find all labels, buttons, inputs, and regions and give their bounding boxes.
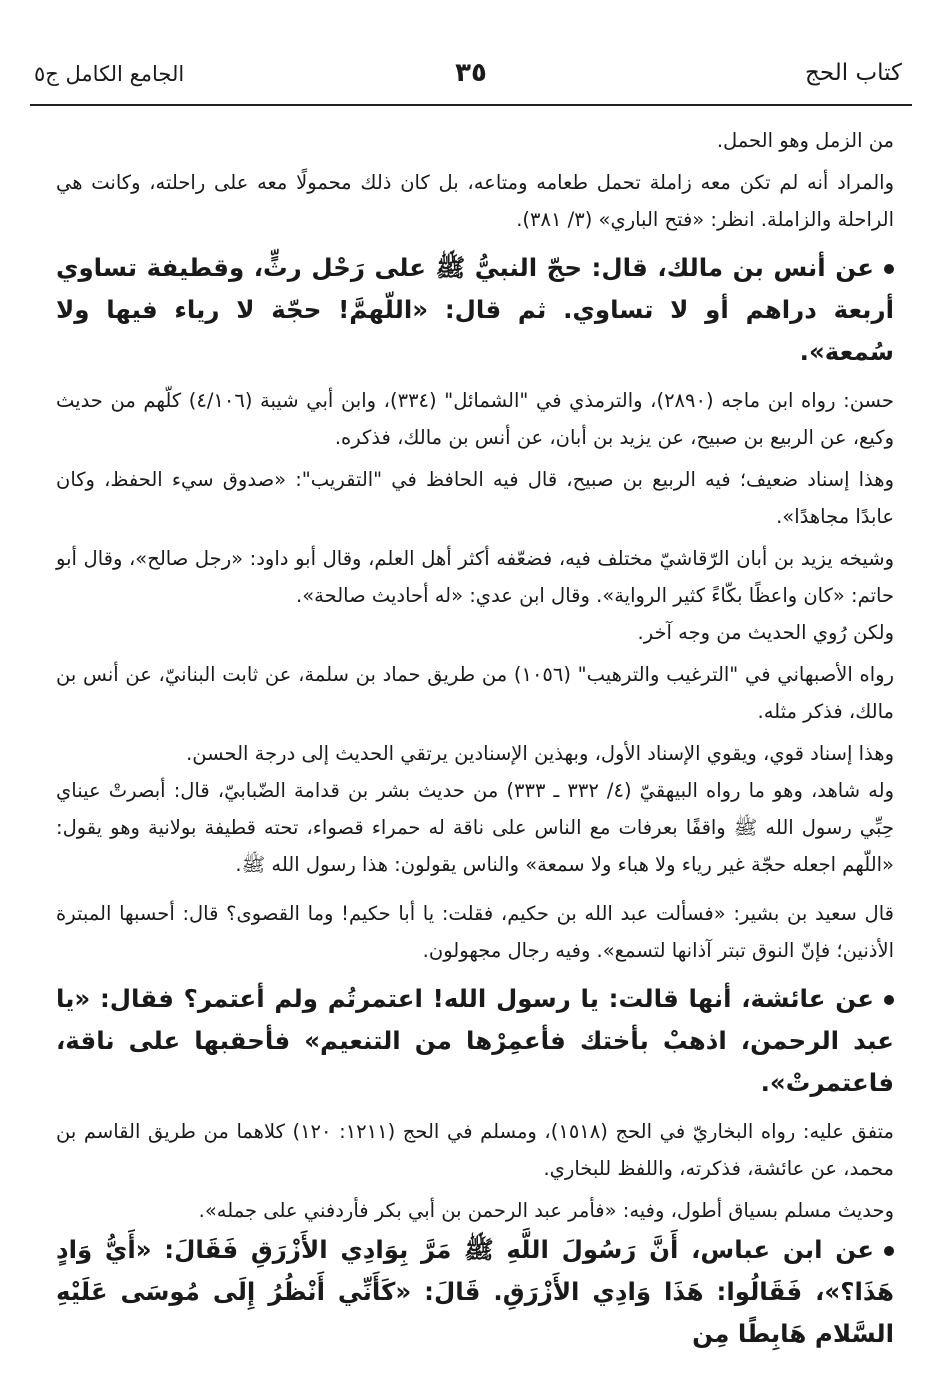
- commentary-paragraph: من الزمل وهو الحمل.: [716, 129, 894, 152]
- commentary-paragraph: وهذا إسناد قوي، ويقوي الإسناد الأول، وبهذين الإسنادين يرتقي الحديث إلى درجة الحسن.: [186, 742, 894, 765]
- commentary-paragraph: والمراد أنه لم تكن معه زاملة تحمل طعامه ومتاعه، بل كان ذلك محمولًا معه على راحلته، وكانت هي الراحلة والزاملة. انظر: «فتح الباري» (٣/ ٣٨١).: [56, 171, 894, 231]
- commentary-paragraph: قال سعيد بن بشير: «فسألت عبد الله بن حكيم، فقلت: يا أبا حكيم! وما القصوى؟ قال: أحسبها المبترة الأذنين؛ فإنّ النوق تبتر آذانها لتسمع». وفيه رجال مجهولون.: [56, 902, 894, 962]
- header-divider: [30, 104, 912, 106]
- header-book-section: كتاب الحج: [805, 60, 902, 86]
- commentary-paragraph: وحديث مسلم بسياق أطول، وفيه: «فأمر عبد الرحمن بن أبي بكر فأردفني على جمله».: [198, 1199, 894, 1222]
- header-book-volume: الجامع الكامل ج٥: [34, 62, 185, 86]
- hadith-text: عن أنس بن مالك، قال: حجّ النبيُّ ﷺ على رَحْل رثٍّ، وقطيفة تساوي أربعة دراهم أو لا تساوي. ثم قال: «اللّهمَّ! حجّة لا رياء فيها ولا سُمعة».: [56, 253, 894, 366]
- hadith-paragraph: [56, 978, 894, 1104]
- commentary-paragraph: حسن: رواه ابن ماجه (٢٨٩٠)، والترمذي في "الشمائل" (٣٣٤)، وابن أبي شيبة (٤/١٠٦) كلّهم من حديث وكيع، عن الربيع بن صبيح، عن يزيد بن أبان، عن أنس بن مالك، فذكره.: [56, 389, 894, 449]
- commentary-paragraph: وهذا إسناد ضعيف؛ فيه الربيع بن صبيح، قال فيه الحافظ في "التقريب": «صدوق سيء الحفظ، وكان عابدًا مجاهدًا».: [56, 468, 894, 528]
- hadith-text: عن عائشة، أنها قالت: يا رسول الله! اعتمرتُم ولم أعتمر؟ فقال: «يا عبد الرحمن، اذهبْ بأختك فأعمِرْها من التنعيم» فأحقبها على ناقة، فاعتمرتْ».: [56, 984, 894, 1097]
- commentary-paragraph: وله شاهد، وهو ما رواه البيهقيّ (٤/ ٣٣٢ ـ ٣٣٣) من حديث بشر بن قدامة الضّبابيّ، قال: أبصرتْ عيناي حِبِّي رسول الله ﷺ واقفًا بعرفات مع الناس على ناقة له حمراء قصواء، تحته قطيفة بولانية وهو يقول: «اللّهم اجعله حجّة غير رياء ولا هباء ولا سمعة» والناس يقولون: هذا رسول الله ﷺ.: [56, 779, 894, 876]
- commentary-paragraph: رواه الأصبهاني في "الترغيب والترهيب" (١٠٥٦) من طريق حماد بن سلمة، عن ثابت البنانيّ، عن أنس بن مالك، فذكر مثله.: [56, 663, 894, 723]
- commentary-paragraph: متفق عليه: رواه البخاريّ في الحج (١٥١٨)، ومسلم في الحج (١٢١١: ١٢٠) كلاهما من طريق القاسم بن محمد، عن عائشة، فذكرته، واللفظ للبخاري.: [56, 1120, 894, 1180]
- bullet-icon: [884, 995, 894, 1005]
- hadith-paragraph: [56, 247, 894, 373]
- hadith-text: عن ابن عباس، أَنَّ رَسُولَ اللَّهِ ﷺ مَرَّ بِوَادِي الأَزْرَقِ فَقَالَ: «أَيُّ وَادٍ هَذَا؟»، فَقَالُوا: هَذَا وَادِي الأَزْرَقِ. قَالَ: «كَأَنِّي أَنْظُرُ إِلَى مُوسَى عَلَيْهِ السَّلام هَابِطًا مِن: [56, 1235, 894, 1348]
- bullet-icon: [884, 264, 894, 274]
- bullet-icon: [884, 1246, 894, 1256]
- page-header: [30, 58, 912, 104]
- commentary-paragraph: ولكن رُوي الحديث من وجه آخر.: [637, 621, 894, 644]
- commentary-paragraph: وشيخه يزيد بن أبان الرّقاشيّ مختلف فيه، فضعّفه أكثر أهل العلم، وقال أبو داود: «رجل صالح»، وقال أبو حاتم: «كان واعظًا بكّاءً كثير الرواية». وقال ابن عدي: «له أحاديث صالحة».: [56, 547, 894, 607]
- page-body: [56, 122, 894, 1355]
- hadith-paragraph: [56, 1229, 894, 1355]
- header-page-number: ٣٥: [455, 58, 487, 88]
